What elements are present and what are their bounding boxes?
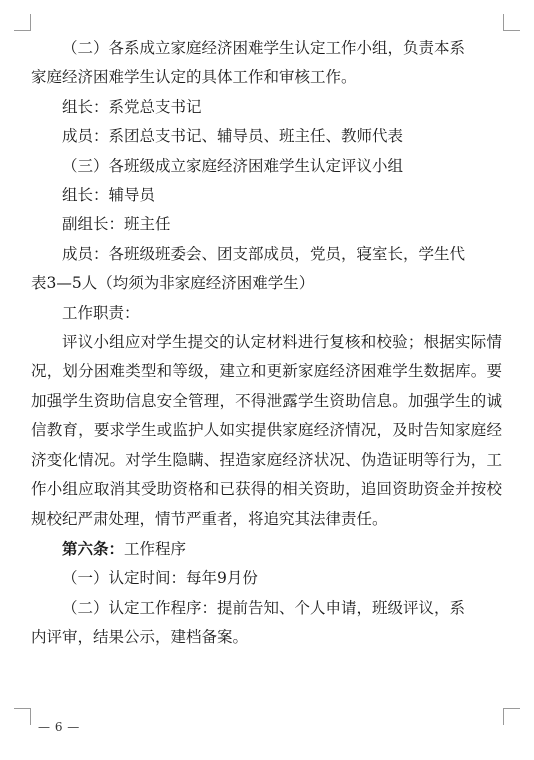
crop-mark-bottom-left xyxy=(14,708,31,725)
paragraph-text: （二）认定工作程序：提前告知、个人申请，班级评议，系 xyxy=(62,598,466,617)
paragraph-duties xyxy=(31,328,502,534)
paragraph-text: （三）各班级成立家庭经济困难学生认定评议小组 xyxy=(62,156,404,175)
paragraph-text-cont: 内评审，结果公示，建档备案。 xyxy=(31,628,249,647)
paragraph-procedure xyxy=(31,594,502,653)
paragraph-system-group xyxy=(31,34,502,93)
paragraph-text-cont: 际情况，划分困难类型和等级，建立和更新家庭经济困难学生数据库。要加强学生资助信息安全管理，不得泄露学生资助信息。加强学生的诚信教育，要求学生或监护人如实提供家庭经济情况，及时告知家庭经济变化情况。对学生隐瞒、捏造家庭经济状况、伪造证明等行为，工作小组应取消其受助资格和已获得的相关资助，追回资助资金并按校规校纪严肃处理，情节严重者，将追究其法律责任。 xyxy=(31,333,502,528)
paragraph-deputy-leader xyxy=(62,210,502,239)
paragraph-class-group xyxy=(62,152,502,181)
article-title: 工作程序 xyxy=(124,539,187,558)
paragraph-duties-heading xyxy=(62,299,502,328)
article-number: 第六条： xyxy=(62,538,125,558)
paragraph-text: 成员：系团总支书记、辅导员、班主任、教师代表 xyxy=(62,127,404,146)
paragraph-time xyxy=(62,564,502,593)
crop-mark-top-right xyxy=(503,14,520,31)
document-body xyxy=(31,34,502,653)
paragraph-text: （二）各系成立家庭经济困难学生认定工作小组，负责本系 xyxy=(62,39,466,57)
paragraph-members xyxy=(62,122,502,151)
crop-mark-top-left xyxy=(14,14,31,31)
paragraph-class-leader xyxy=(62,181,502,210)
paragraph-text: 评议小组应对学生提交的认定材料进行复核和校验；根据实 xyxy=(62,333,471,352)
paragraph-text-cont: 家庭经济困难学生认定的具体工作和审核工作。 xyxy=(31,68,357,87)
page-number: — 6 — xyxy=(38,720,80,734)
article-six-heading xyxy=(62,534,502,564)
paragraph-text: 工作职责： xyxy=(62,303,140,322)
paragraph-text: 副组长：班主任 xyxy=(62,215,171,234)
paragraph-text: 组长：系党总支书记 xyxy=(62,97,202,116)
crop-mark-bottom-right xyxy=(503,708,520,725)
paragraph-text-cont: 表3—5人（均须为非家庭经济困难学生） xyxy=(31,274,315,293)
paragraph-text: 组长：辅导员 xyxy=(62,186,156,205)
paragraph-class-members xyxy=(31,240,502,299)
paragraph-text: 成员：各班级班委会、团支部成员，党员，寝室长，学生代 xyxy=(62,244,466,263)
paragraph-text: （一）认定时间：每年9月份 xyxy=(62,569,258,588)
paragraph-leader xyxy=(62,93,502,122)
